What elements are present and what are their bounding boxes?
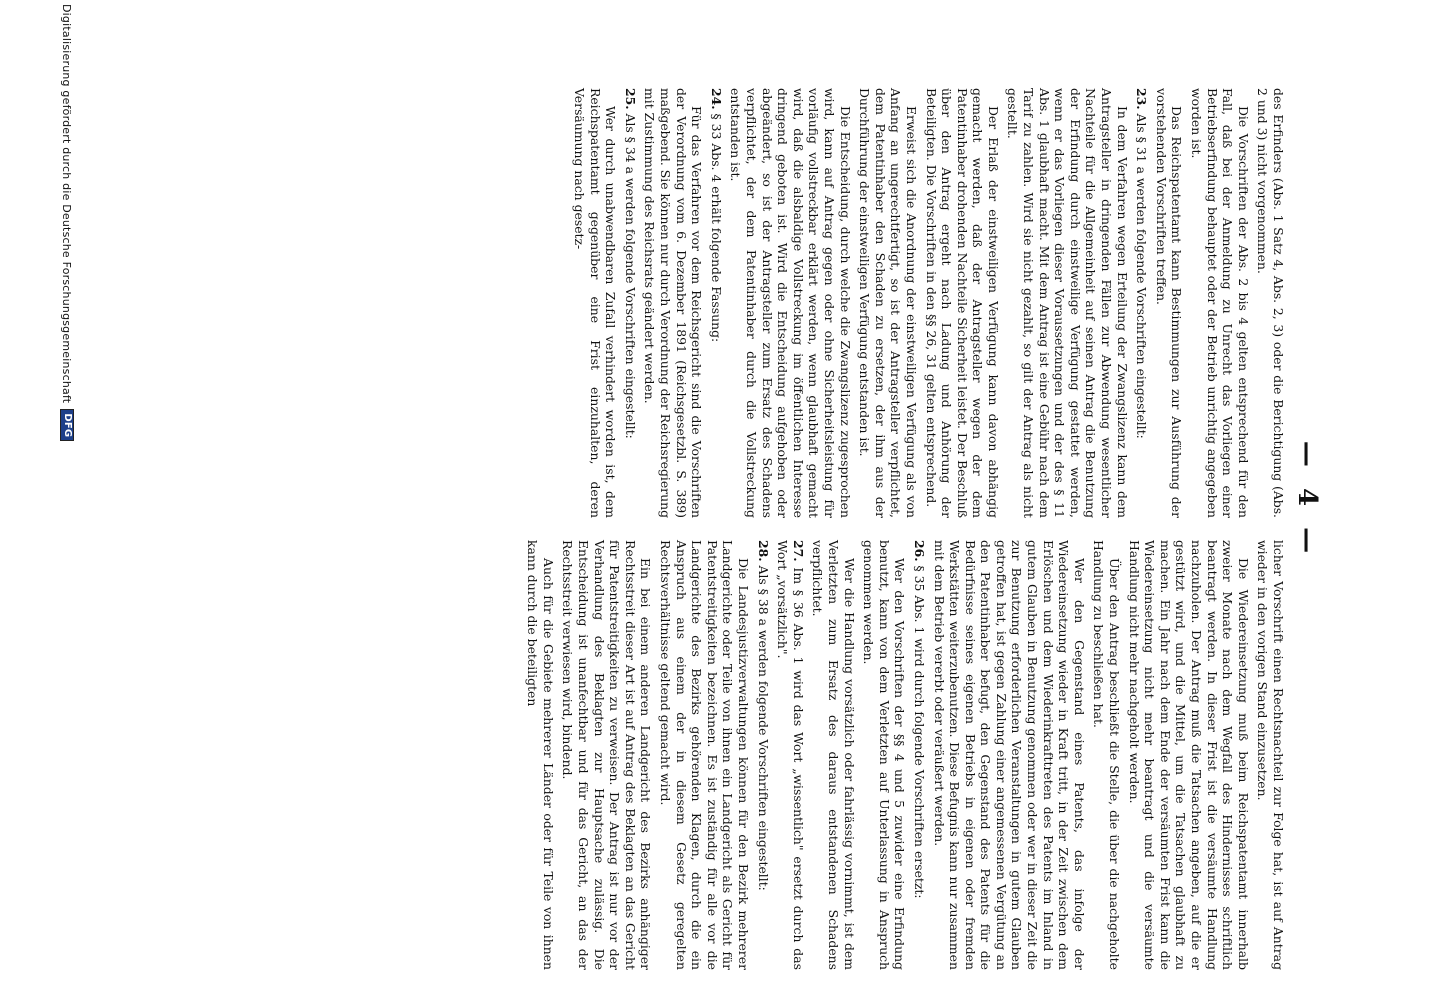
paragraph: Auch für die Gebiete mehrerer Länder oder für Teile von ihnen kann durch die beteiligten: [525, 540, 556, 970]
section-number: 26.: [911, 540, 927, 562]
paragraph: Die Landesjustizverwaltungen können für den Bezirk mehrerer Landgerichte oder Teile von ihnen ein Landgericht als Gericht für Patentstreitigkeiten bezeichnen. Es ist zuständig für alle vor die Landgerichte des Bezirks gehörenden Klagen, durch die ein Anspruch aus einem der in diesem Gesetz geregelten Rechtsverhältnisse geltend gemacht wird.: [658, 540, 751, 970]
paragraph: Die Entscheidung, durch welche die Zwangslizenz zugesprochen wird, kann auf Antrag gegen oder ohne Sicherheitsleistung für vorläufig vollstreckbar erklärt werden, wenn glaubhaft gemacht wird, daß die alsbaldige Vollstreckung im öffentlichen Interesse dringend geboten ist. Wird die Entscheidung aufgehoben oder abgeändert, so ist der Antragsteller zum Ersatz des Schadens verpflichtet, der dem Patentinhaber durch die Vollstreckung entstanden ist.: [728, 88, 853, 518]
left-column: [567, 88, 1286, 518]
section-28: [755, 540, 771, 970]
right-column: [521, 540, 1286, 970]
section-23: [1134, 88, 1150, 518]
section-number: 24.: [708, 88, 724, 110]
digitization-footer: [60, 0, 74, 1004]
section-27: [775, 540, 806, 970]
section-25: [622, 88, 638, 518]
section-number: 28.: [755, 540, 771, 562]
dfg-logo-icon: DFG: [60, 409, 74, 441]
section-26: [911, 540, 927, 970]
section-24: [708, 88, 724, 518]
section-number: 27.: [790, 540, 806, 562]
section-title: Als § 34 a werden folgende Vorschriften eingestellt:: [622, 113, 638, 439]
section-title: § 33 Abs. 4 erhält folgende Fassung:: [708, 113, 724, 343]
paragraph: Wer den Gegenstand eines Patents, das infolge der Wiedereinsetzung wieder in Kraft tritt, in der Zeit zwischen dem Erlöschen und dem Wiederinkrafttreten des Patents im Inland in gutem Glauben in Benutzung genommen oder wer in dieser Zeit die zur Benutzung erforderlichen Veranstaltungen in gutem Glauben getroffen hat, ist gegen Zahlung einer angemessenen Vergütung an den Patentinhaber befugt, den Gegenstand des Patents für die Bedürfnisse seines eigenen Betriebs in eigenen oder fremden Werkstätten weiterzubenutzen. Diese Befugnis kann nur zusammen mit dem Betrieb vererbt oder veräußert werden.: [931, 540, 1087, 970]
paragraph: Für das Verfahren vor dem Reichsgericht sind die Vorschriften der Verordnung vom 6. Dezember 1891 (Reichsgesetzbl. S. 389) maßgebend. Sie können nur durch Verordnung der Reichsregierung mit Zustimmung des Reichsrats geändert werden.: [642, 88, 705, 518]
section-title: Im § 36 Abs. 1 wird das Wort „wissentlich" ersetzt durch das Wort „vorsätzlich".: [775, 540, 806, 970]
paragraph: Ein bei einem anderen Landgericht des Bezirks anhängiger Rechtsstreit dieser Art ist auf Antrag des Beklagten an das Gericht für Patentstreitigkeiten zu verweisen. Der Antrag ist nur vor der Verhandlung des Beklagten zur Hauptsache zulässig. Die Entscheidung ist unanfechtbar und für das Gericht, an das der Rechtsstreit verwiesen wird, bindend.: [560, 540, 654, 970]
section-number: 25.: [622, 88, 638, 110]
rotated-page: [36, 0, 1336, 1000]
paragraph: Erweist sich die Anordnung der einstweiligen Verfügung als von Anfang an ungerechtfertigt, so ist der Antragsteller verpflichtet, dem Patentinhaber den Schaden zu ersetzen, der ihm aus der Durchführung der einstweiligen Verfügung entstanden ist.: [857, 88, 919, 518]
paragraph: des Erfinders (Abs. 1 Satz 4, Abs. 2, 3) oder die Berichtigung (Abs. 2 und 3) nicht vorgenommen.: [1255, 88, 1286, 518]
section-title: § 35 Abs. 1 wird durch folgende Vorschriften ersetzt:: [911, 565, 927, 899]
footer-text: Digitalisierung gefördert durch die Deutsche Forschungsgemeinschaft: [60, 4, 74, 404]
page-number-header: — 4 —: [1292, 440, 1322, 560]
section-title: Als § 31 a werden folgende Vorschriften eingestellt:: [1134, 113, 1150, 439]
paragraph: Wer durch unabwendbaren Zufall verhindert worden ist, dem Reichspatentamt gegenüber eine Frist einzuhalten, deren Versäumung nach gesetz-: [572, 88, 619, 518]
paragraph: licher Vorschrift einen Rechtsnachteil zur Folge hat, ist auf Antrag wieder in den vorigen Stand einzusetzen.: [1255, 540, 1286, 970]
paragraph: Der Erlaß der einstweiligen Verfügung kann davon abhängig gemacht werden, daß der Antragsteller wegen der dem Patentinhaber drohenden Nachteile Sicherheit leistet. Der Beschluß über den Antrag ergeht nach Ladung und Anhörung der Beteiligten. Die Vorschriften in den §§ 26, 31 gelten entsprechend.: [923, 88, 1001, 518]
paragraph: Die Vorschriften der Abs. 2 bis 4 gelten entsprechend für den Fall, daß bei der Anmeldung zu Unrecht das Vorliegen einer Betriebserfindung behauptet oder der Betrieb unrichtig angegeben worden ist.: [1189, 88, 1251, 518]
paragraph: Wer den Vorschriften der §§ 4 und 5 zuwider eine Erfindung benutzt, kann von dem Verletzten auf Unterlassung in Anspruch genommen werden.: [861, 540, 908, 970]
paragraph: Das Reichspatentamt kann Bestimmungen zur Ausführung der vorstehenden Vorschriften treffen.: [1153, 88, 1185, 518]
section-title: Als § 38 a werden folgende Vorschriften eingestellt:: [755, 565, 771, 891]
paragraph: Über den Antrag beschließt die Stelle, die über die nachgeholte Handlung zu beschließen hat.: [1091, 540, 1123, 970]
paragraph: Die Wiedereinsetzung muß beim Reichspatentamt innerhalb zweier Monate nach dem Wegfall des Hindernisses schriftlich beantragt werden. In dieser Frist ist die versäumte Handlung nachzuholen. Der Antrag muß die Tatsachen angeben, auf die er gestützt wird, und die Mittel, um die Tatsachen glaubhaft zu machen. Ein Jahr nach dem Ende der versäumten Frist kann die Wiedereinsetzung nicht mehr beantragt und die versäumte Handlung nicht mehr nachgeholt werden.: [1126, 540, 1251, 970]
section-number: 23.: [1134, 88, 1150, 110]
paragraph: In dem Verfahren wegen Erteilung der Zwangslizenz kann dem Antragsteller in dringenden Fällen zur Abwendung wesentlicher Nachteile für die Allgemeinheit auf seinen Antrag die Benutzung der Erfindung durch einstweilige Verfügung gestattet werden, wenn er das Vorliegen dieser Voraussetzungen und der des § 11 Abs. 1 glaubhaft macht. Mit dem Antrag ist eine Gebühr nach dem Tarif zu zahlen. Wird sie nicht gezahlt, so gilt der Antrag als nicht gestellt.: [1005, 88, 1130, 518]
paragraph: Wer die Handlung vorsätzlich oder fahrlässig vornimmt, ist dem Verletzten zum Ersatz des daraus entstandenen Schadens verpflichtet.: [810, 540, 857, 970]
